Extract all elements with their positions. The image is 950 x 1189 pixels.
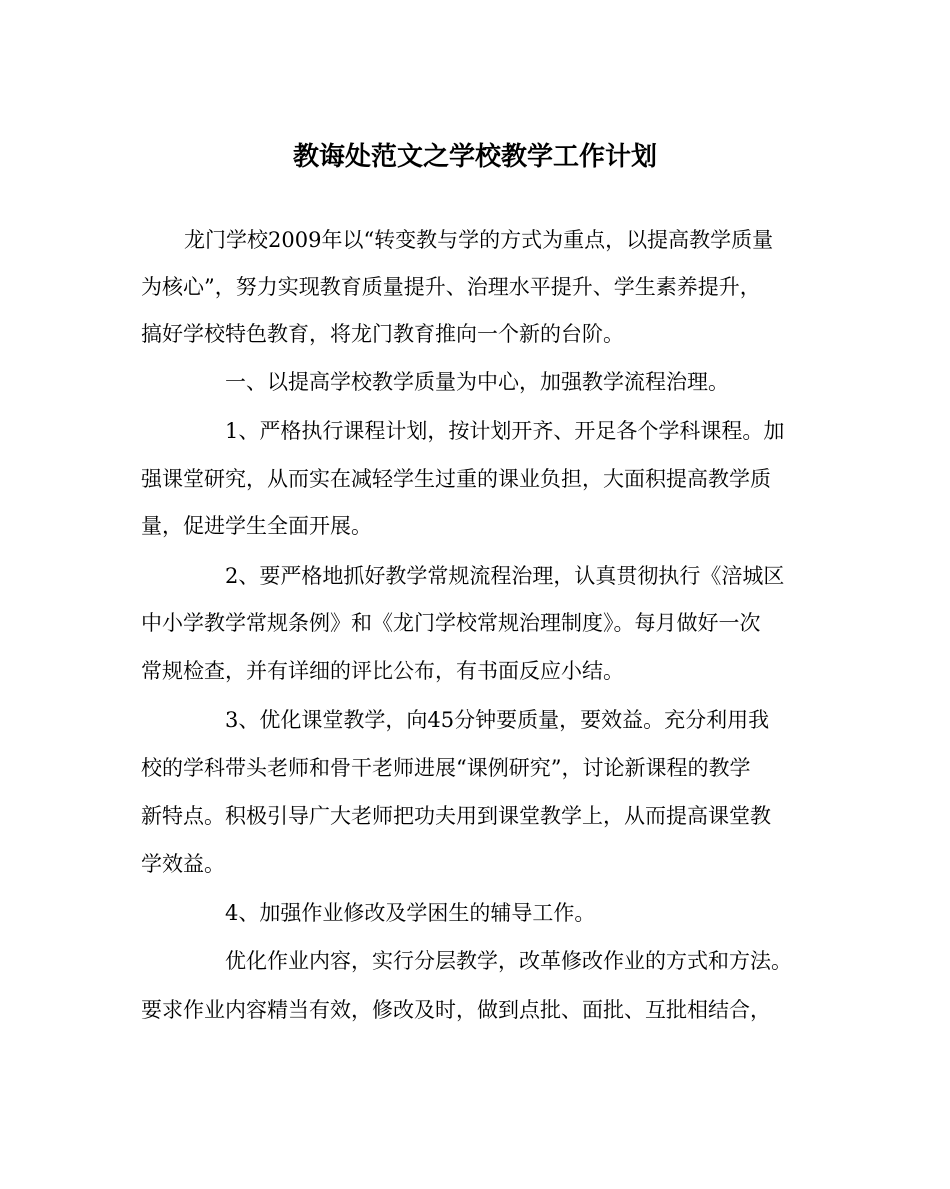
section-heading: 一、以提高学校教学质量为中心，加强教学流程治理。 [225,370,729,394]
paragraph-line: 龙门学校2009年以“转变教与学的方式为重点，以提高教学质量 [184,228,774,252]
paragraph-line: 学效益。 [141,852,225,876]
paragraph-line: 3、优化课堂教学，向45分钟要质量，要效益。充分利用我 [225,708,770,732]
paragraph-line: 2、要严格地抓好教学常规流程治理，认真贯彻执行《涪城区 [225,564,785,588]
paragraph-line: 1、严格执行课程计划，按计划开齐、开足各个学科课程。加 [225,419,785,443]
paragraph-line: 搞好学校特色教育，将龙门教育推向一个新的台阶。 [141,322,624,346]
paragraph-line: 要求作业内容精当有效，修改及时，做到点批、面批、互批相结合， [141,998,771,1022]
paragraph-line: 新特点。积极引导广大老师把功夫用到课堂教学上，从而提高课堂教 [141,804,771,828]
paragraph-line: 强课堂研究，从而实在减轻学生过重的课业负担，大面积提高教学质 [141,467,771,491]
paragraph-line: 4、加强作业修改及学困生的辅导工作。 [225,901,596,925]
paragraph-line: 优化作业内容，实行分层教学，改革修改作业的方式和方法。 [225,949,792,973]
paragraph-line: 常规检查，并有详细的评比公布，有书面反应小结。 [141,659,624,683]
paragraph-line: 量，促进学生全面开展。 [141,514,372,538]
paragraph-line: 校的学科带头老师和骨干老师进展“课例研究”，讨论新课程的教学 [141,756,751,780]
paragraph-line: 为核心”，努力实现教育质量提升、治理水平提升、学生素养提升， [141,275,761,299]
paragraph-line: 中小学教学常规条例》和《龙门学校常规治理制度》。每月做好一次 [141,611,761,635]
document-title: 教诲处范文之学校教学工作计划 [292,142,657,172]
